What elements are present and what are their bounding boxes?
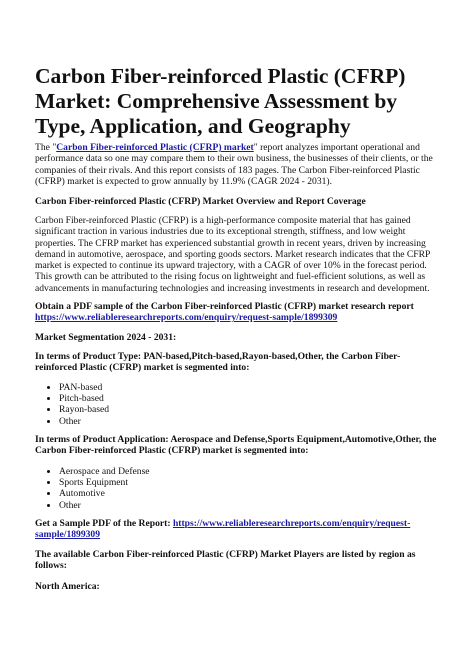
list-item: • Pitch-based (59, 393, 109, 404)
overview-heading: Carbon Fiber-reinforced Plastic (CFRP) Market Overview and Report Coverage (35, 196, 366, 207)
sample-report-text: Get a Sample PDF of the Report: (35, 518, 173, 529)
intro-prefix: The " (35, 142, 57, 153)
intro-paragraph (35, 142, 439, 187)
application-heading: In terms of Product Application: Aerospace and Defense,Sports Equipment,Automotive,Other, the Carbon Fiber-reinforced Plastic (CFRP) market is segmented into: (35, 434, 437, 457)
region-heading: North America: (35, 581, 100, 592)
pdf-sample-text: Obtain a PDF sample of the Carbon Fiber-reinforced Plastic (CFRP) market research report (35, 301, 414, 312)
intro-suffix: " report analyzes important operational and performance data so one may compare them to their own business, the businesses of their clients, or the companies of their rivals. And this report consists of 183 pages. The Carbon Fiber-reinforced Plastic (CFRP) market is expected to grow annually by 11.9% (CAGR 2024 - 2031). (35, 142, 433, 187)
pdf-sample-paragraph (35, 301, 439, 324)
list-item: • Automotive (59, 488, 150, 499)
product-type-list (35, 382, 109, 427)
list-item: • Aerospace and Defense (59, 466, 150, 477)
page-title: Carbon Fiber-reinforced Plastic (CFRP) Market: Comprehensive Assessment by Type, Application, and Geography (35, 64, 406, 138)
list-item: • Sports Equipment (59, 477, 150, 488)
sample-report-link[interactable]: https://www.reliableresearchreports.com/enquiry/request-sample/1899309 (35, 518, 411, 541)
list-item: • Rayon-based (59, 404, 109, 415)
segmentation-heading: Market Segmentation 2024 - 2031: (35, 332, 177, 343)
application-list (35, 466, 150, 511)
list-item: • Other (59, 416, 109, 427)
overview-paragraph: Carbon Fiber-reinforced Plastic (CFRP) is a high-performance composite material that has gained significant traction in various industries due to its exceptional strength, stiffness, and low weight properties. The CFRP market has experienced substantial growth in recent years, driven by increasing demand in automotive, aerospace, and sporting goods sectors. Market research indicates that the CFRP market is expected to continue its upward trajectory, with a CAGR of over 10% in the forecast period. This growth can be attributed to the rising focus on lightweight and fuel-efficient solutions, as well as advancements in manufacturing technologies and increasing investments in research and development. (35, 215, 431, 294)
list-item: • PAN-based (59, 382, 109, 393)
players-heading: The available Carbon Fiber-reinforced Plastic (CFRP) Market Players are listed by region as follows: (35, 549, 416, 572)
product-type-heading: In terms of Product Type: PAN-based,Pitch-based,Rayon-based,Other, the Carbon Fiber-reinforced Plastic (CFRP) market is segmented into: (35, 351, 401, 374)
pdf-sample-link[interactable]: https://www.reliableresearchreports.com/enquiry/request-sample/1899309 (35, 312, 338, 324)
sample-report-paragraph (35, 518, 439, 541)
cfrp-market-link[interactable]: Carbon Fiber-reinforced Plastic (CFRP) market (56, 142, 254, 153)
list-item: • Other (59, 500, 150, 511)
